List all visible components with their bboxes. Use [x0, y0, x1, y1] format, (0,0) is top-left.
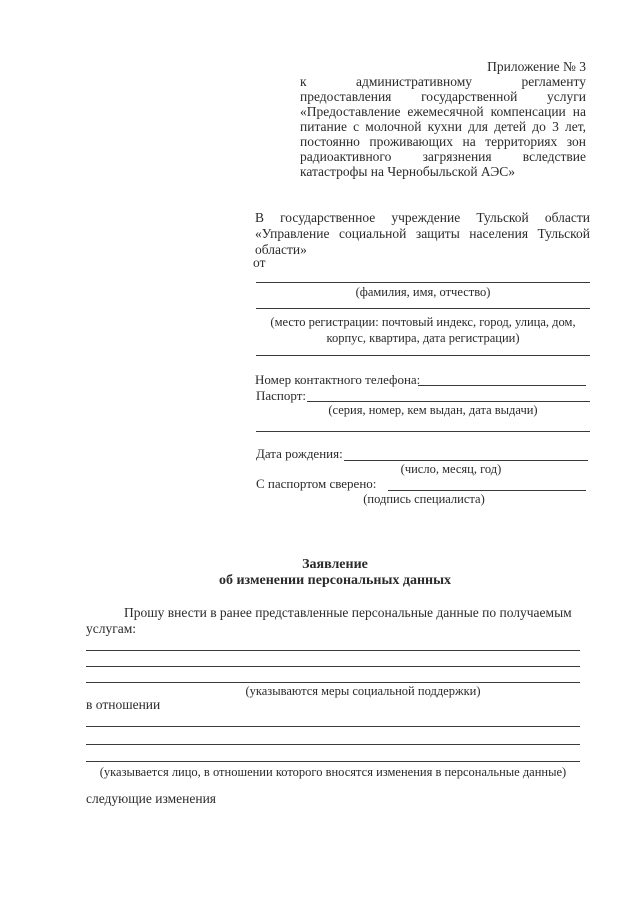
phone-line[interactable] — [418, 385, 586, 386]
request-text: Прошу внести в ранее представленные персональные данные по получаемым — [124, 605, 572, 620]
annex-title: Приложение № 3 — [487, 59, 586, 74]
addressee-line: «Управление социальной защиты населения Тульской — [255, 226, 590, 241]
passport-line[interactable] — [307, 401, 590, 402]
annex-line: к административному регламенту — [300, 74, 586, 89]
addressee-line: области» — [255, 242, 307, 257]
person-line[interactable] — [86, 761, 580, 762]
person-line[interactable] — [86, 726, 580, 727]
addressee-line: В государственное учреждение Тульской области — [255, 210, 590, 225]
birth-line[interactable] — [344, 460, 588, 461]
person-line[interactable] — [86, 744, 580, 745]
phone-label: Номер контактного телефона: — [255, 372, 421, 387]
birth-caption: (число, месяц, год) — [400, 462, 502, 476]
registration-line-2[interactable] — [256, 355, 590, 356]
addressee-from: от — [253, 255, 266, 270]
measures-caption: (указываются меры социальной поддержки) — [245, 684, 481, 698]
birth-label: Дата рождения: — [256, 446, 343, 461]
measures-line[interactable] — [86, 682, 580, 683]
fio-caption: (фамилия, имя, отчество) — [355, 285, 491, 299]
measures-line[interactable] — [86, 650, 580, 651]
passport-line-2[interactable] — [256, 431, 590, 432]
measures-line[interactable] — [86, 666, 580, 667]
registration-caption: (место регистрации: почтовый индекс, город, улица, дом, — [270, 315, 576, 329]
request-text: услугам: — [86, 621, 137, 636]
annex-line: радиоактивного загрязнения вследствие — [300, 149, 586, 164]
annex-line: питание с молочной кухни для детей до 3 лет, — [300, 119, 586, 134]
verified-line[interactable] — [388, 490, 586, 491]
passport-caption: (серия, номер, кем выдан, дата выдачи) — [328, 403, 538, 417]
registration-caption: корпус, квартира, дата регистрации) — [326, 331, 520, 345]
statement-title: Заявление — [302, 557, 368, 572]
annex-line: «Предоставление ежемесячной компенсации на — [300, 104, 586, 119]
verified-label: С паспортом сверено: — [256, 476, 377, 491]
regarding-label: в отношении — [86, 697, 161, 712]
annex-line: постоянно проживающих на территориях зон — [300, 134, 586, 149]
statement-subtitle: об изменении персональных данных — [218, 573, 452, 588]
annex-line: катастрофы на Чернобыльской АЭС» — [300, 164, 516, 179]
registration-line[interactable] — [256, 308, 590, 309]
annex-line: предоставления государственной услуги — [300, 89, 586, 104]
passport-label: Паспорт: — [256, 388, 307, 403]
fio-line[interactable] — [256, 282, 590, 283]
verified-caption: (подпись специалиста) — [363, 492, 485, 506]
person-caption: (указывается лицо, в отношении которого вносятся изменения в персональные данные) — [99, 765, 567, 779]
following-changes-label: следующие изменения — [86, 791, 217, 806]
